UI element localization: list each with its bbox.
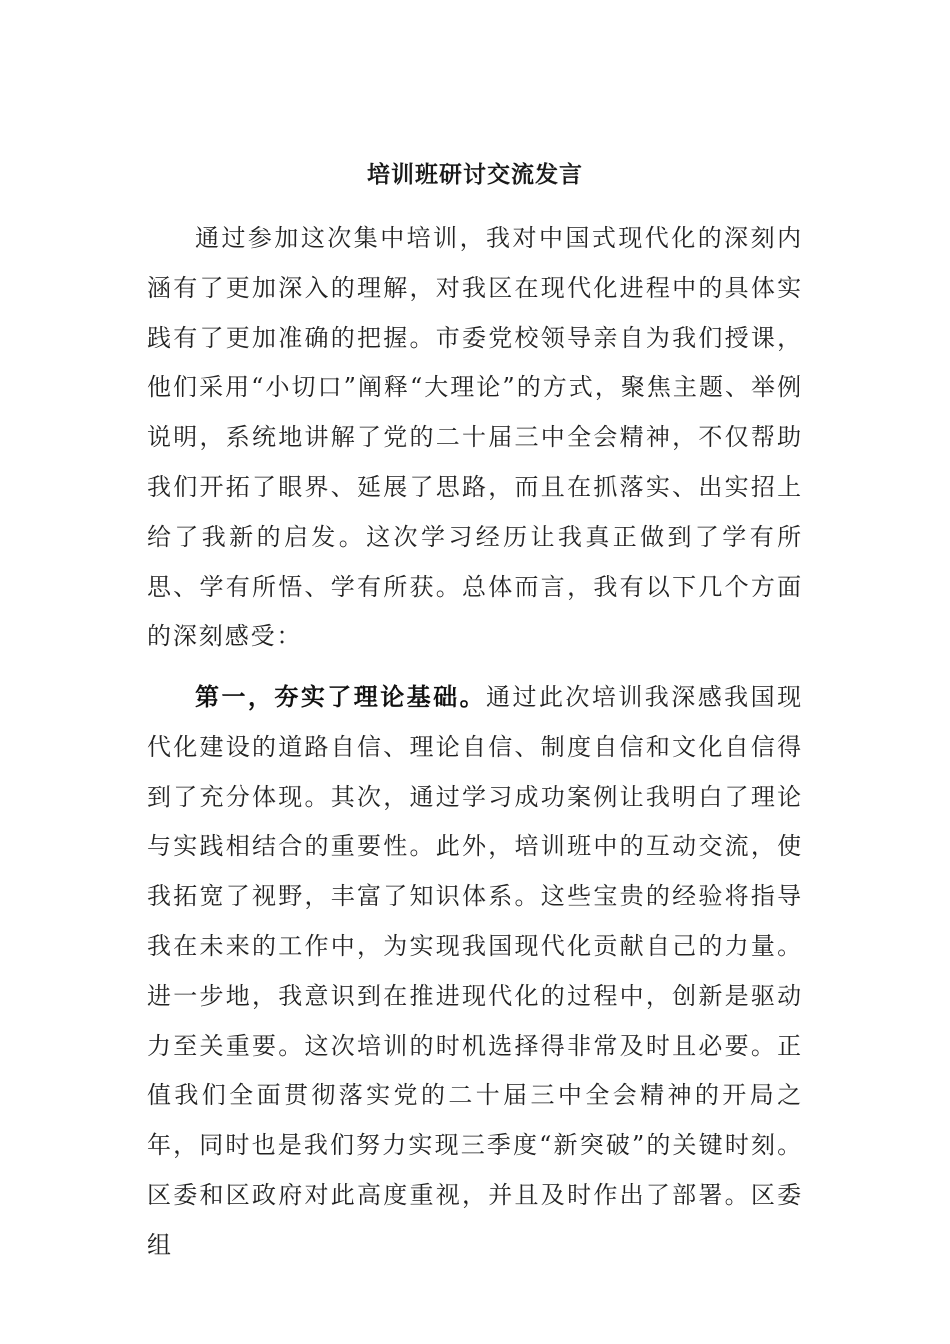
paragraph-first-point xyxy=(147,672,803,1271)
paragraph-intro-text: 通过参加这次集中培训，我对中国式现代化的深刻内涵有了更加深入的理解，对我区在现代化进程中的具体实践有了更加准确的把握。市委党校领导亲自为我们授课，他们采用“小切口”阐释“大理论”的方式，聚焦主题、举例说明，系统地讲解了党的二十届三中全会精神，不仅帮助我们开拓了眼界、延展了思路，而且在抓落实、出实招上给了我新的启发。这次学习经历让我真正做到了学有所思、学有所悟、学有所获。总体而言，我有以下几个方面的深刻感受： xyxy=(147,224,803,651)
document-title: 培训班研讨交流发言 xyxy=(367,161,583,188)
paragraph-first-point-text: 通过此次培训我深感我国现代化建设的道路自信、理论自信、制度自信和文化自信得到了充分体现。其次，通过学习成功案例让我明白了理论与实践相结合的重要性。此外，培训班中的互动交流，使我拓宽了视野，丰富了知识体系。这些宝贵的经验将指导我在未来的工作中，为实现我国现代化贡献自己的力量。进一步地，我意识到在推进现代化的过程中，创新是驱动力至关重要。这次培训的时机选择得非常及时且必要。正值我们全面贯彻落实党的二十届三中全会精神的开局之年，同时也是我们努力实现三季度“新突破”的关键时刻。区委和区政府对此高度重视，并且及时作出了部署。区委组 xyxy=(147,683,803,1259)
paragraph-lead-heading: 第一，夯实了理论基础。 xyxy=(195,682,487,711)
paragraph-intro xyxy=(147,214,803,662)
